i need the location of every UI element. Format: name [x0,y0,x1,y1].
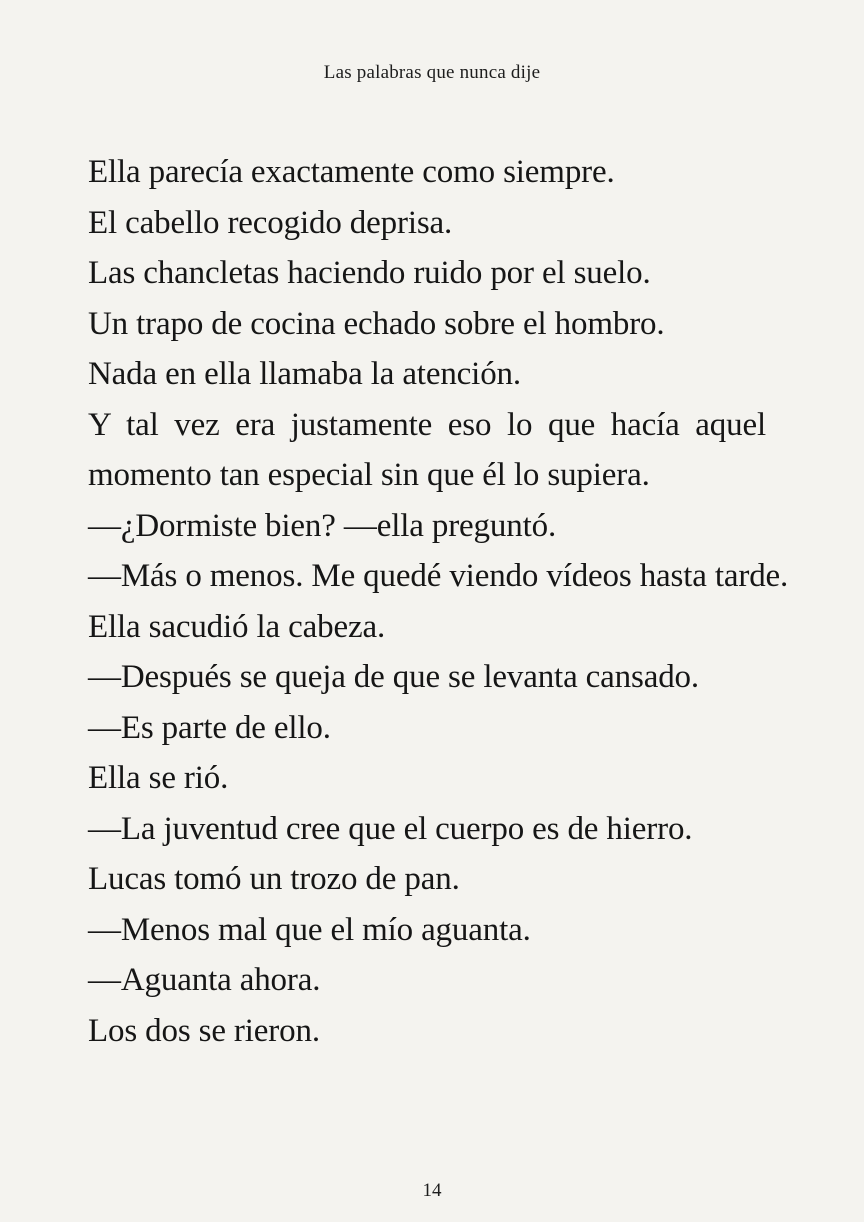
text-line: —La juventud cree que el cuerpo es de hierro. [88,810,693,847]
text-line: Ella se rió. [88,760,229,796]
text-line: —¿Dormiste bien? —ella preguntó. [88,507,557,544]
text-line: —Después se queja de que se levanta cansado. [88,659,700,695]
text-line: Y tal vez era justamente eso lo que hacía aquel [88,406,766,443]
text-line: Nada en ella llamaba la atención. [88,356,521,392]
text-line: El cabello recogido deprisa. [88,204,453,241]
text-line: —Aguanta ahora. [88,962,321,998]
text-line: Un trapo de cocina echado sobre el hombro. [88,305,665,342]
text-line: Los dos se rieron. [88,1012,320,1049]
running-header-title: Las palabras que nunca dije [323,62,541,83]
text-line: Las chancletas haciendo ruido por el suelo. [88,255,651,291]
text-line: —Es parte de ello. [88,709,331,746]
text-line: momento tan especial sin que él lo supiera. [88,457,650,493]
text-line: Lucas tomó un trozo de pan. [88,861,460,897]
text-line: —Menos mal que el mío aguanta. [88,911,531,948]
text-line: —Más o menos. Me quedé viendo vídeos hasta tarde. [88,558,789,594]
text-line: Ella parecía exactamente como siempre. [88,154,615,190]
page-number: 14 [422,1180,442,1201]
text-line: Ella sacudió la cabeza. [88,608,386,645]
body-text [88,147,789,1056]
